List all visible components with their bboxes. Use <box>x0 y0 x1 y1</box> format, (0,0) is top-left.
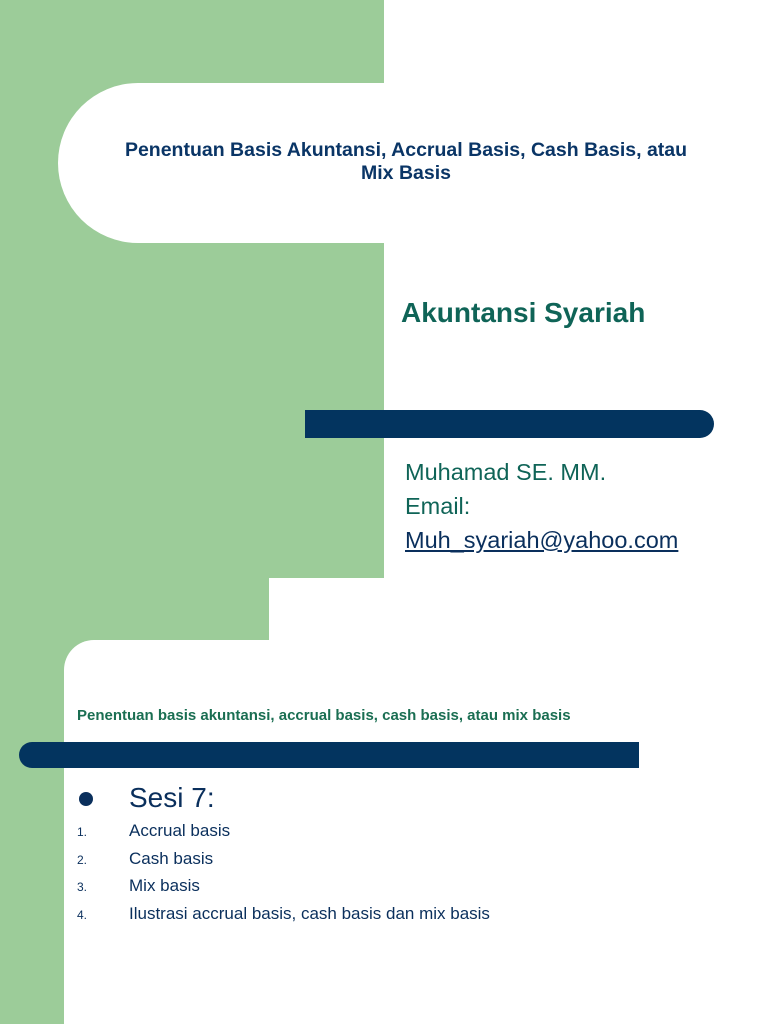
slide-heading: Penentuan basis akuntansi, accrual basis, cash basis, atau mix basis <box>77 707 571 724</box>
slide-2 <box>0 578 768 1024</box>
session-title: Sesi 7: <box>129 782 215 813</box>
bullet-icon <box>79 792 93 806</box>
list-text: Mix basis <box>129 876 200 895</box>
author-info <box>405 455 745 557</box>
email-label: Email: <box>405 493 471 519</box>
course-subtitle: Akuntansi Syariah <box>401 297 646 328</box>
list-item <box>0 901 768 929</box>
list-item <box>0 818 768 846</box>
list-text: Accrual basis <box>129 821 231 840</box>
author-name: Muhamad SE. MM. <box>405 459 607 485</box>
slide-title <box>80 139 732 185</box>
list-text: Cash basis <box>129 849 214 868</box>
decorative-bar-2 <box>19 742 639 768</box>
email-link[interactable]: Muh_syariah@yahoo.com <box>405 527 679 553</box>
list-number: 4. <box>77 908 88 922</box>
slide-title-line-2: Mix Basis <box>361 162 451 184</box>
decorative-bar <box>305 410 714 438</box>
list-text: Ilustrasi accrual basis, cash basis dan mix basis <box>129 904 490 923</box>
list-number: 3. <box>77 880 88 894</box>
list-number: 2. <box>77 853 88 867</box>
list-number: 1. <box>77 825 88 839</box>
slide-title-line-1: Penentuan Basis Akuntansi, Accrual Basis, Cash Basis, atau <box>124 139 688 161</box>
list-item <box>0 873 768 901</box>
list-item <box>0 846 768 874</box>
